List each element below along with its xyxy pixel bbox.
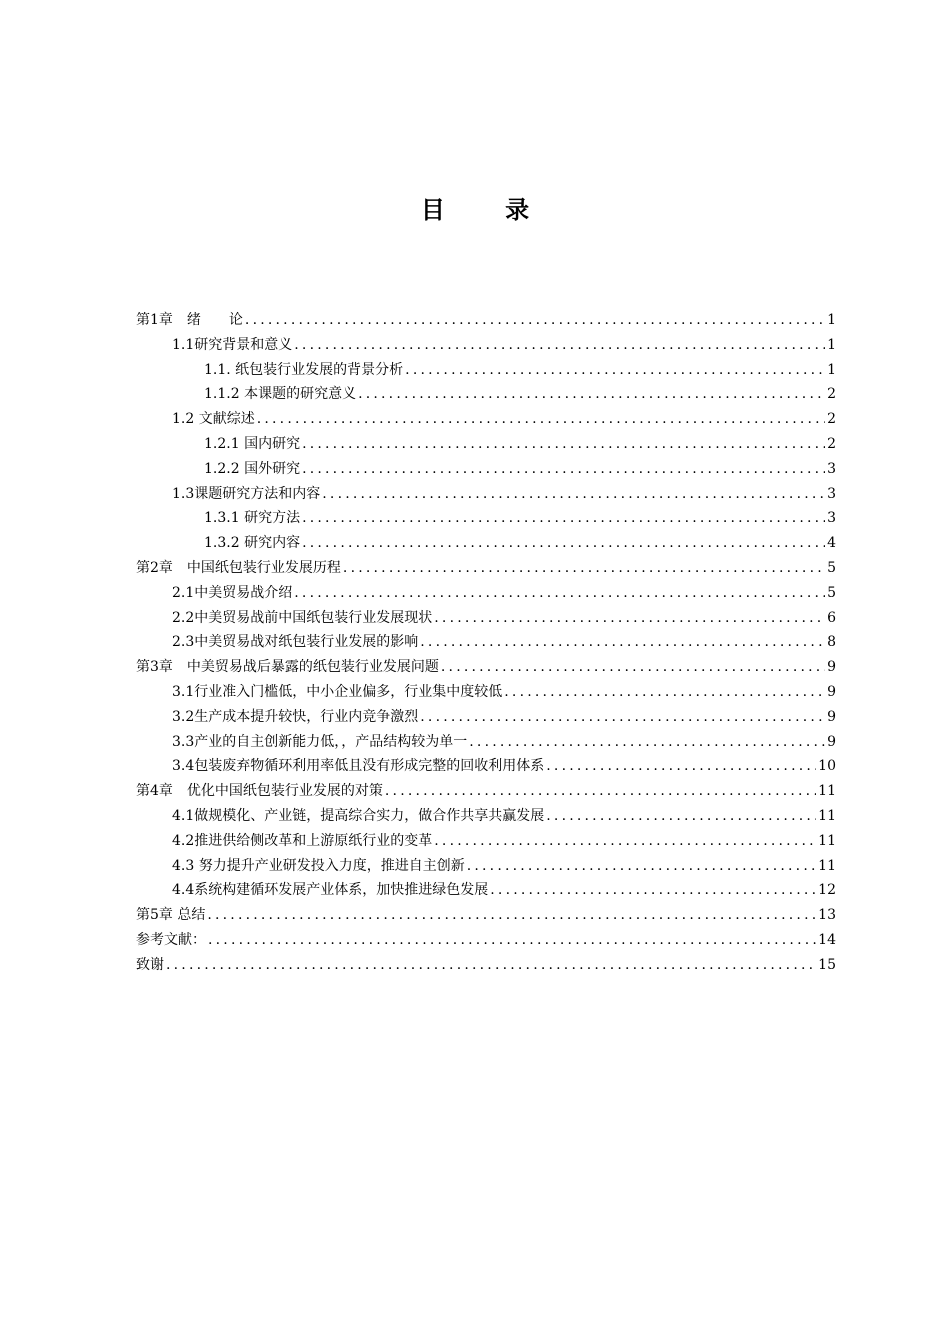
toc-leader-dots — [469, 730, 825, 755]
toc-entry-page-number: 3 — [827, 460, 836, 477]
toc-entry[interactable] — [136, 779, 836, 804]
toc-entry[interactable] — [136, 333, 836, 358]
toc-entry-page-number: 5 — [827, 584, 836, 601]
toc-entry-label: 4.3 努力提升产业研发投入力度，推进自主创新 — [172, 857, 465, 874]
toc-leader-dots — [490, 878, 816, 903]
toc-entry-label: 第3章 中美贸易战后暴露的纸包装行业发展问题 — [136, 659, 439, 676]
toc-entry-label: 第4章 优化中国纸包装行业发展的对策 — [136, 783, 383, 800]
toc-entry-page-number: 10 — [818, 758, 836, 775]
toc-entry-page-number: 9 — [827, 659, 836, 676]
toc-entry[interactable] — [136, 457, 836, 482]
toc-entry-page-number: 2 — [827, 411, 836, 428]
toc-entry[interactable] — [136, 407, 836, 432]
toc-entry[interactable] — [136, 506, 836, 531]
toc-leader-dots — [166, 953, 816, 978]
toc-entry-page-number: 1 — [827, 361, 836, 378]
toc-entry[interactable] — [136, 432, 836, 457]
toc-entry[interactable] — [136, 754, 836, 779]
toc-entry-label: 第5章 总结 — [136, 907, 206, 924]
toc-entry-page-number: 11 — [818, 783, 836, 800]
toc-entry-page-number: 11 — [818, 832, 836, 849]
toc-entry-page-number: 4 — [827, 535, 836, 552]
toc-entry-label: 1.1研究背景和意义 — [172, 336, 293, 353]
toc-leader-dots — [302, 531, 825, 556]
toc-leader-dots — [322, 482, 825, 507]
table-of-contents — [136, 308, 836, 978]
toc-entry[interactable] — [136, 630, 836, 655]
toc-leader-dots — [467, 854, 816, 879]
toc-entry-label: 3.2生产成本提升较快，行业内竞争激烈 — [172, 708, 419, 725]
toc-entry-page-number: 1 — [827, 336, 836, 353]
toc-entry-label: 1.2.2 国外研究 — [204, 460, 301, 477]
toc-entry-label: 1.3课题研究方法和内容 — [172, 485, 321, 502]
toc-entry[interactable] — [136, 358, 836, 383]
toc-entry-label: 4.4系统构建循环发展产业体系，加快推进绿色发展 — [172, 882, 489, 899]
toc-entry-label: 3.1行业准入门槛低，中小企业偏多，行业集中度较低 — [172, 683, 503, 700]
toc-leader-dots — [546, 804, 816, 829]
toc-entry-label: 1.1.2 本课题的研究意义 — [204, 386, 357, 403]
toc-leader-dots — [420, 630, 825, 655]
toc-leader-dots — [245, 308, 825, 333]
toc-entry-label: 1.3.1 研究方法 — [204, 510, 301, 527]
toc-entry-page-number: 15 — [818, 956, 836, 973]
toc-entry-page-number: 9 — [827, 733, 836, 750]
toc-entry[interactable] — [136, 482, 836, 507]
toc-entry-label: 1.2 文献综述 — [172, 411, 255, 428]
toc-entry-label: 第1章 绪 论 — [136, 312, 243, 328]
toc-leader-dots — [208, 928, 816, 953]
toc-entry[interactable] — [136, 382, 836, 407]
toc-entry-label: 第2章 中国纸包装行业发展历程 — [136, 559, 341, 576]
toc-entry[interactable] — [136, 928, 836, 953]
toc-leader-dots — [358, 382, 825, 407]
toc-entry[interactable] — [136, 953, 836, 978]
toc-leader-dots — [405, 358, 825, 383]
toc-entry-page-number: 11 — [818, 857, 836, 874]
toc-leader-dots — [420, 705, 825, 730]
toc-leader-dots — [385, 779, 816, 804]
toc-leader-dots — [504, 680, 825, 705]
toc-entry-label: 4.2推进供给侧改革和上游原纸行业的变革 — [172, 832, 433, 849]
toc-entry-label: 3.4包装废弃物循环利用率低且没有形成完整的回收利用体系 — [172, 758, 545, 775]
toc-entry-page-number: 2 — [827, 386, 836, 403]
toc-entry[interactable] — [136, 581, 836, 606]
toc-entry-label: 3.3产业的自主创新能力低，，产品结构较为单一 — [172, 733, 468, 750]
toc-entry-label: 2.2中美贸易战前中国纸包装行业发展现状 — [172, 609, 433, 626]
toc-entry[interactable] — [136, 730, 836, 755]
toc-entry[interactable] — [136, 705, 836, 730]
toc-entry-label: 4.1做规模化、产业链，提高综合实力，做合作共享共赢发展 — [172, 807, 545, 824]
toc-leader-dots — [302, 457, 825, 482]
toc-entry-page-number: 8 — [827, 634, 836, 651]
toc-entry-page-number: 3 — [827, 510, 836, 527]
toc-leader-dots — [343, 556, 825, 581]
toc-leader-dots — [434, 829, 816, 854]
toc-entry[interactable] — [136, 308, 836, 333]
toc-leader-dots — [294, 333, 825, 358]
toc-leader-dots — [546, 754, 816, 779]
toc-entry-label: 致谢 — [136, 956, 164, 973]
toc-leader-dots — [294, 581, 825, 606]
toc-entry[interactable] — [136, 854, 836, 879]
toc-entry-page-number: 14 — [818, 931, 836, 948]
toc-entry-page-number: 11 — [818, 807, 836, 824]
toc-entry[interactable] — [136, 655, 836, 680]
toc-entry-page-number: 3 — [827, 485, 836, 502]
toc-entry-label: 2.1中美贸易战介绍 — [172, 584, 293, 601]
toc-entry-label: 2.3中美贸易战对纸包装行业发展的影响 — [172, 634, 419, 651]
toc-entry-label: 参考文献： — [136, 931, 206, 948]
toc-entry-page-number: 5 — [827, 559, 836, 576]
toc-entry-label: 1.3.2 研究内容 — [204, 535, 301, 552]
page-title: 目 录 — [420, 196, 556, 224]
toc-entry-label: 1.2.1 国内研究 — [204, 435, 301, 452]
toc-entry-page-number: 2 — [827, 435, 836, 452]
toc-entry-page-number: 12 — [818, 882, 836, 899]
toc-entry-page-number: 13 — [818, 907, 836, 924]
toc-entry-label: 1.1. 纸包装行业发展的背景分析 — [204, 361, 404, 378]
toc-entry[interactable] — [136, 829, 836, 854]
toc-entry-page-number: 1 — [827, 312, 836, 328]
toc-leader-dots — [441, 655, 825, 680]
toc-entry-page-number: 9 — [827, 708, 836, 725]
toc-entry[interactable] — [136, 878, 836, 903]
toc-entry[interactable] — [136, 556, 836, 581]
toc-leader-dots — [207, 903, 816, 928]
toc-entry[interactable] — [136, 903, 836, 928]
toc-entry-page-number: 6 — [827, 609, 836, 626]
toc-entry[interactable] — [136, 606, 836, 631]
toc-entry-page-number: 9 — [827, 683, 836, 700]
toc-leader-dots — [257, 407, 825, 432]
toc-entry[interactable] — [136, 680, 836, 705]
toc-leader-dots — [302, 432, 825, 457]
toc-leader-dots — [302, 506, 825, 531]
toc-entry[interactable] — [136, 804, 836, 829]
toc-leader-dots — [434, 606, 825, 631]
toc-entry[interactable] — [136, 531, 836, 556]
